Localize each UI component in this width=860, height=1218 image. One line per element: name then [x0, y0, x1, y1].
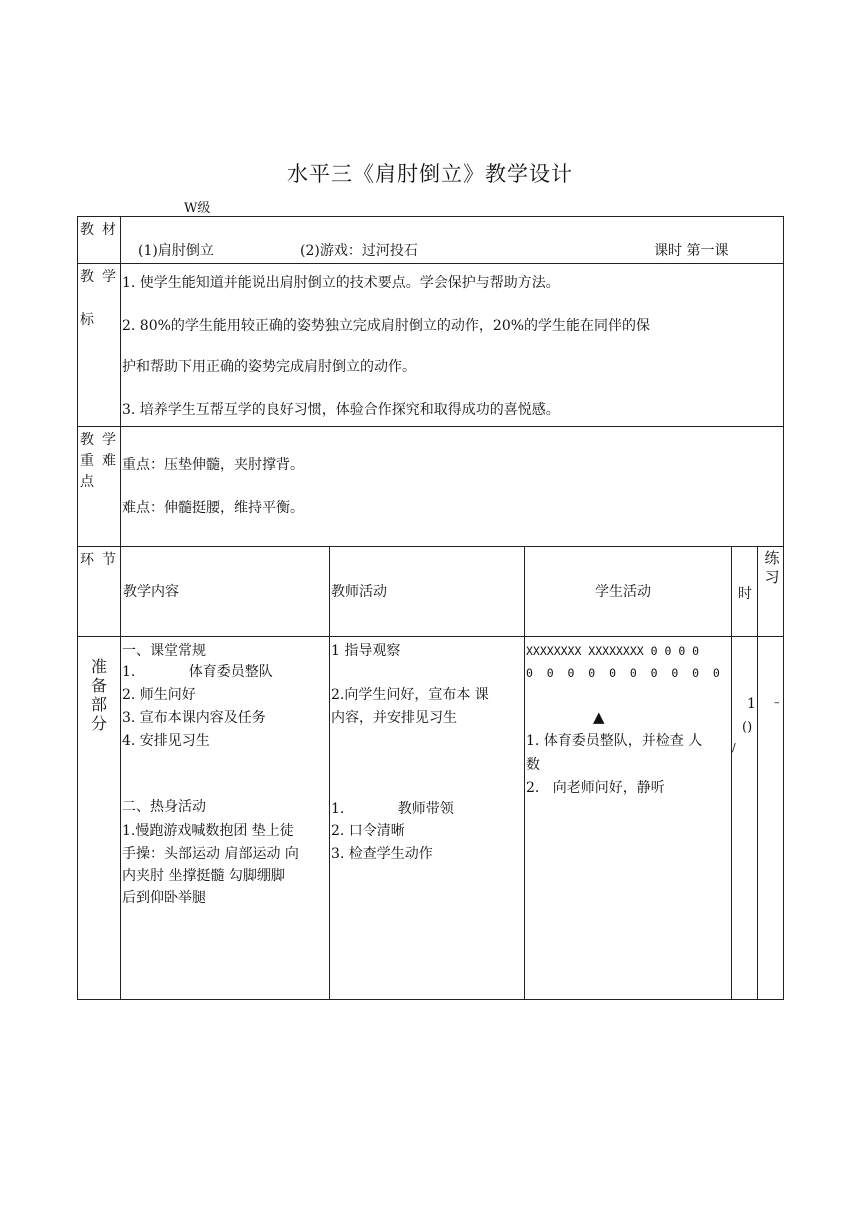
time-value: () — [742, 720, 753, 735]
teacher-line: 2.向学生问好，宣布本 课 — [331, 687, 489, 703]
content-line: 1.慢跑游戏喊数抱团 垫上徒 — [122, 823, 294, 839]
teacher-position-triangle-icon: ▲ — [593, 708, 605, 726]
row-divider — [77, 263, 784, 264]
student-line: 数 — [526, 757, 540, 773]
keypoints-label-3: 点 — [80, 474, 94, 490]
student-formation-row: XXXXXXXX XXXXXXXX 0 0 0 0 — [526, 644, 700, 658]
practice-header: 练习 — [764, 549, 780, 586]
practice-value: – — [774, 696, 780, 709]
page-title: 水平三《肩肘倒立》教学设计 — [287, 162, 573, 186]
objective-line-4: 3. 培养学生互帮互学的良好习惯，体验合作探究和取得成功的喜悦感。 — [122, 402, 560, 418]
content-line: 3. 宣布本课内容及任务 — [122, 710, 266, 726]
stage-header: 环节 — [80, 552, 124, 568]
student-header: 学生活动 — [595, 584, 651, 600]
content-line: 一、课堂常规 — [122, 643, 206, 659]
content-line: 1. 体育委员整队 — [122, 664, 273, 680]
teacher-line: 内容，并安排见习生 — [331, 710, 457, 726]
key-point: 重点：压垫伸髓，夹肘撑背。 — [122, 457, 304, 473]
teacher-line: 1 指导观察 — [331, 643, 401, 659]
teacher-line: 3. 检查学生动作 — [331, 846, 433, 862]
content-line: 4. 安排见习生 — [122, 733, 210, 749]
content-line: 内夹肘 坐撑挺髓 勾脚绷脚 — [122, 868, 285, 884]
row-divider — [77, 546, 784, 547]
level-label: W级 — [184, 201, 211, 216]
content-header: 教学内容 — [123, 584, 179, 600]
objectives-label: 教学 — [80, 269, 124, 285]
content-line: 后到仰卧举腿 — [122, 890, 206, 906]
prep-stage-label: 准备部分 — [90, 657, 107, 733]
time-value: / — [732, 741, 736, 754]
student-line: 2. 向老师问好，静听 — [526, 780, 665, 796]
time-value: 1 — [747, 696, 756, 712]
lesson-period: 课时 第一课 — [654, 243, 729, 259]
difficult-point: 难点：伸髓挺腰，维持平衡。 — [122, 500, 304, 516]
keypoints-label-1: 教学 — [80, 432, 124, 448]
teacher-header: 教师活动 — [331, 584, 387, 600]
content-line: 二、热身活动 — [122, 799, 206, 815]
material-label: 教材 — [80, 222, 124, 238]
objective-line-3: 护和帮助下用正确的姿势完成肩肘倒立的动作。 — [122, 359, 416, 375]
row-divider — [77, 426, 784, 427]
content-line: 手操：头部运动 肩部运动 向 — [122, 846, 299, 862]
time-header: 时 — [738, 586, 752, 602]
objective-line-1: 1. 使学生能知道并能说出肩肘倒立的技术要点。学会保护与帮助方法。 — [122, 275, 560, 291]
col-divider — [329, 546, 330, 1000]
col-divider — [757, 546, 758, 1000]
keypoints-label-2: 重难 — [80, 453, 124, 469]
content-line: 2. 师生问好 — [122, 687, 196, 703]
col-divider — [120, 216, 121, 1000]
objective-line-2: 2. 80%的学生能用较正确的姿势独立完成肩肘倒立的动作，20%的学生能在同伴的保 — [122, 318, 651, 334]
teacher-line: 2. 口令清晰 — [331, 823, 405, 839]
student-line: 1. 体育委员整队，并检查 人 — [526, 733, 703, 749]
col-divider — [731, 546, 732, 1000]
row-divider — [77, 636, 784, 637]
col-divider — [524, 546, 525, 1000]
student-formation-row: 0 0 0 0 0 0 0 0 0 0 — [526, 666, 720, 680]
objectives-label-2: 标 — [80, 312, 94, 328]
material-item-1: (1)肩肘倒立 — [138, 243, 214, 259]
teacher-line: 1. 教师带领 — [331, 801, 454, 817]
material-item-2: (2)游戏：过河投石 — [300, 243, 418, 259]
